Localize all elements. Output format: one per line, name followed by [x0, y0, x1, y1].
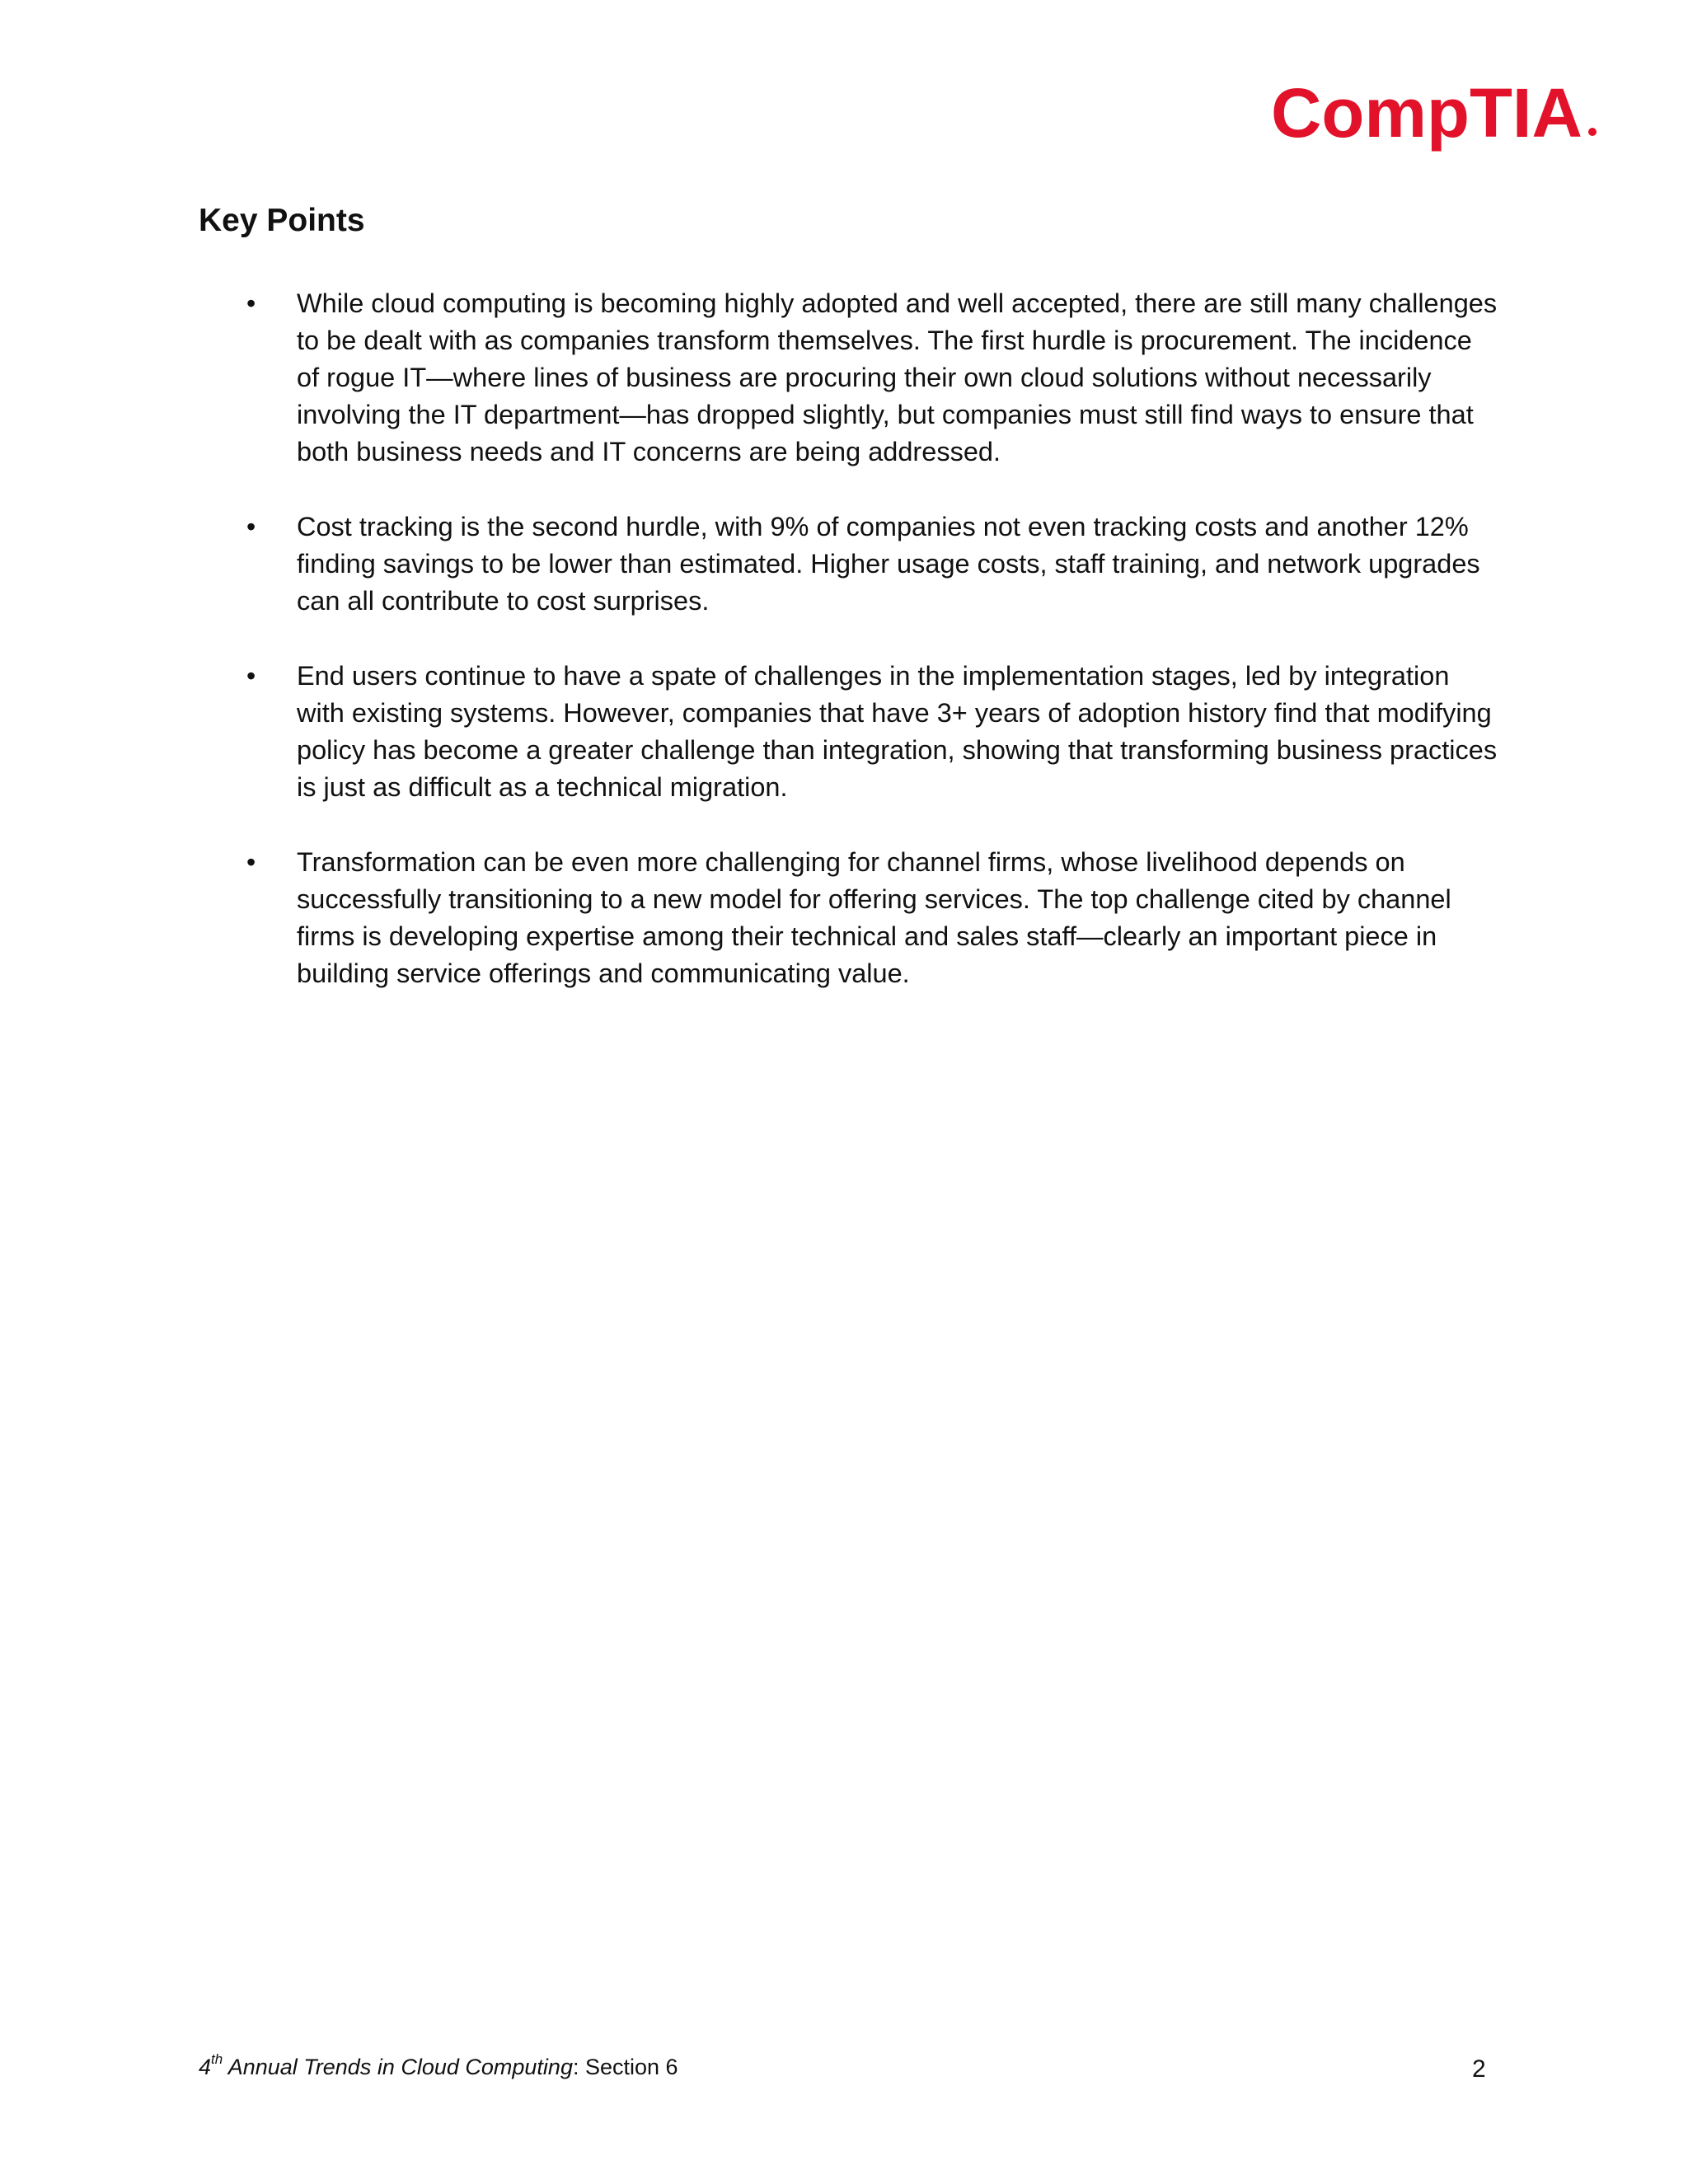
bullet-icon: •: [246, 512, 256, 541]
comptia-logo: [1269, 79, 1615, 162]
comptia-logo-text: CompTIA: [1271, 79, 1582, 152]
footer-report-name: Annual Trends in Cloud Computing: [223, 2055, 573, 2079]
bullet-text: While cloud computing is becoming highly adopted and well accepted, there are still many challenges to be dealt with as companies transform themselves. The first hurdle is procurement. The incidence of rogue IT—where lines of business are procuring their own cloud solutions without necessarily involving the IT department—has dropped slightly, but companies must still find ways to ensure that both business needs and IT concerns are being addressed.: [297, 288, 1498, 466]
footer-section: : Section 6: [572, 2055, 678, 2079]
page-title: Key Points: [199, 203, 365, 238]
comptia-logo-graphic: [1269, 79, 1615, 162]
registered-mark-icon: [1588, 128, 1597, 136]
key-points-list: [199, 285, 1501, 1030]
bullet-icon: •: [246, 288, 256, 318]
footer-ordinal-suffix: th: [211, 2051, 223, 2067]
bullet-icon: •: [246, 661, 256, 691]
page-number: 2: [1472, 2055, 1486, 2083]
footer-report-title: [199, 2052, 678, 2082]
list-item: [199, 658, 1501, 806]
list-item: [199, 509, 1501, 620]
list-item: [199, 285, 1501, 471]
bullet-text: End users continue to have a spate of challenges in the implementation stages, led by integration with existing systems. However, companies that have 3+ years of adoption history find that modifying policy has become a greater challenge than integration, showing that transforming business practices is just as difficult as a technical migration.: [297, 661, 1498, 802]
footer-ordinal-number: 4: [199, 2055, 212, 2079]
bullet-text: Cost tracking is the second hurdle, with 9% of companies not even tracking costs and another 12% finding savings to be lower than estimated. Higher usage costs, staff training, and network upgrades can all contribute to cost surprises.: [297, 512, 1480, 616]
bullet-text: Transformation can be even more challenging for channel firms, whose livelihood depends on successfully transitioning to a new model for offering services. The top challenge cited by channel firms is developing expertise among their technical and sales staff—clearly an important piece in building service offerings and communicating value.: [297, 847, 1451, 988]
list-item: [199, 844, 1501, 992]
bullet-icon: •: [246, 847, 256, 877]
